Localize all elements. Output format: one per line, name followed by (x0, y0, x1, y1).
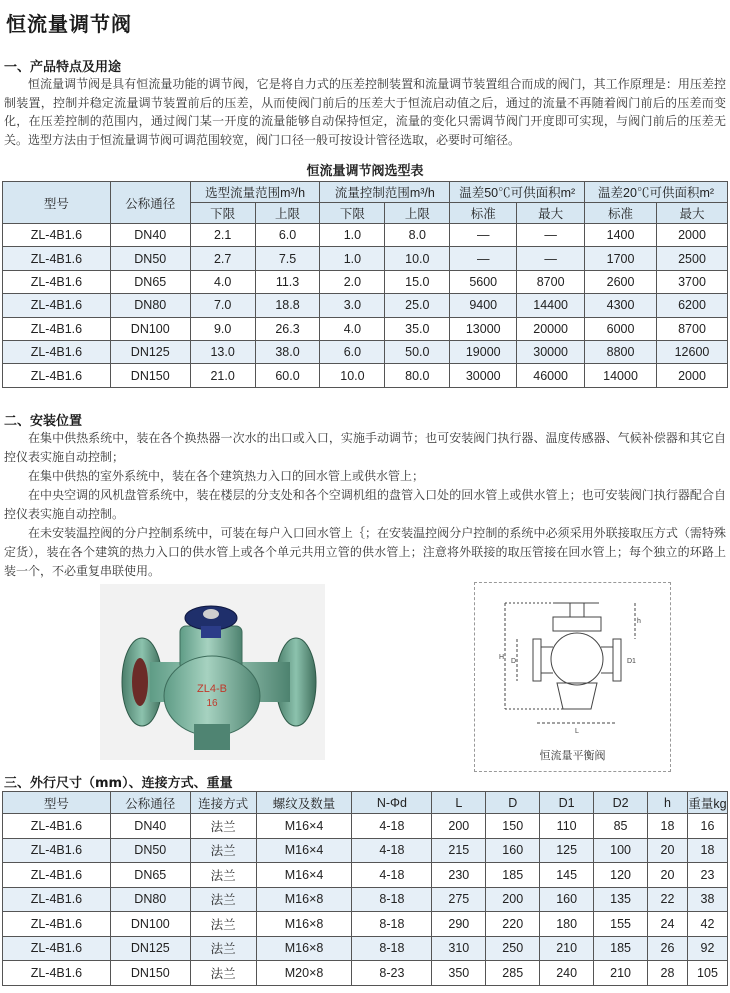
cell: DN125 (110, 936, 190, 961)
cell: 215 (432, 838, 486, 863)
section1-text: 恒流量调节阀是具有恒流量功能的调节阀，它是将自力式的压差控制装置和流量调节装置组合而成的阀门，其工作原理是：用压差控制装置，控制并稳定流量调节装置前后的压差，从而使阀门前后的压差大于恒流启动值之后，通过的流量不再随着阀门前后的压差而变化，在压差控制的范围内，通过阀门某一开度的流量能够自动保持恒定，流量的变化只需调节阀门开度即可实现，与阀门前后的压差无关。选型方法由于恒流量调节阀可调范围较宽，阀门口径一般可按设计管径选取，必要时可缩径。 (4, 77, 726, 147)
dim-l: L (575, 728, 579, 735)
cell: ZL-4B1.6 (3, 340, 111, 363)
cell: 6000 (585, 317, 657, 340)
cell: 35.0 (385, 317, 450, 340)
cell: 180 (540, 912, 594, 937)
valve-drawing-svg (475, 583, 670, 748)
cell: DN100 (110, 912, 190, 937)
cell: 8-18 (352, 912, 432, 937)
dim-h1: H (499, 654, 505, 661)
cell: ZL-4B1.6 (3, 838, 111, 863)
cell: 14400 (517, 294, 585, 317)
cell: 50.0 (385, 340, 450, 363)
cell: 24 (648, 912, 688, 937)
cell: 1.0 (320, 224, 385, 247)
table-row (3, 936, 728, 961)
cell: 210 (540, 936, 594, 961)
th: L (432, 792, 486, 814)
cell: 30000 (450, 364, 517, 387)
cell: 9.0 (190, 317, 255, 340)
cell: 200 (432, 814, 486, 839)
cell: ZL-4B1.6 (3, 887, 111, 912)
cell: 160 (486, 838, 540, 863)
cell: 350 (432, 961, 486, 986)
table1-caption: 恒流量调节阀选型表 (306, 164, 424, 179)
cell: M16×8 (256, 912, 352, 937)
cell: 185 (486, 863, 540, 888)
table-row (3, 270, 728, 293)
cell: 310 (432, 936, 486, 961)
cell: 25.0 (385, 294, 450, 317)
cell: 4300 (585, 294, 657, 317)
valve-drawing (474, 582, 671, 772)
table-row (3, 814, 728, 839)
cell: 110 (540, 814, 594, 839)
cell: 2600 (585, 270, 657, 293)
cell: 275 (432, 887, 486, 912)
cell: 7.5 (255, 247, 320, 270)
cell: 100 (594, 838, 648, 863)
valve-photo-illustration (100, 584, 325, 760)
cell: ZL-4B1.6 (3, 863, 111, 888)
cell: 8700 (517, 270, 585, 293)
cell: 4-18 (352, 838, 432, 863)
cell: M16×4 (256, 863, 352, 888)
cell: 185 (594, 936, 648, 961)
cell: ZL-4B1.6 (3, 270, 111, 293)
cell: ZL-4B1.6 (3, 814, 111, 839)
cell: 1700 (585, 247, 657, 270)
cell: 46000 (517, 364, 585, 387)
cell: 230 (432, 863, 486, 888)
cell: 法兰 (190, 814, 256, 839)
cell: 13.0 (190, 340, 255, 363)
cell: 8-23 (352, 961, 432, 986)
cell: 290 (432, 912, 486, 937)
cell: 15.0 (385, 270, 450, 293)
cell: 13000 (450, 317, 517, 340)
cell: 42 (687, 912, 727, 937)
cell: M16×4 (256, 814, 352, 839)
cell: ZL-4B1.6 (3, 364, 111, 387)
cell: 18 (648, 814, 688, 839)
table-row (3, 294, 728, 317)
dimension-table (2, 791, 728, 986)
cell: 5600 (450, 270, 517, 293)
cell: 250 (486, 936, 540, 961)
section2-p2: 在集中供热的室外系统中，装在各个建筑热力入口的回水管上或供水管上； (28, 469, 425, 483)
cell: 26 (648, 936, 688, 961)
dim-d: D (511, 658, 517, 665)
cell: 26.3 (255, 317, 320, 340)
photo-label: ZL4-B (197, 683, 227, 695)
section2-p1: 在集中供热系统中，装在各个换热器一次水的出口或入口，实施手动调节；也可安装阀门执行器、温度传感器、气候补偿器和其它自控仪表实施自动控制； (4, 431, 726, 464)
cell: — (517, 224, 585, 247)
section2-heading: 二、安装位置 (4, 414, 83, 429)
cell: M16×8 (256, 887, 352, 912)
cell: 38.0 (255, 340, 320, 363)
cell: 240 (540, 961, 594, 986)
cell: 1.0 (320, 247, 385, 270)
th-ctrl-range: 流量控制范围m³/h (320, 182, 450, 203)
cell: 22 (648, 887, 688, 912)
cell: 20 (648, 838, 688, 863)
cell: ZL-4B1.6 (3, 317, 111, 340)
th-flow-range: 选型流量范围m³/h (190, 182, 320, 203)
cell: 6.0 (255, 224, 320, 247)
cell: — (517, 247, 585, 270)
section2-text (4, 429, 726, 581)
cell: 200 (486, 887, 540, 912)
cell: DN100 (110, 317, 190, 340)
dim-h: h (637, 618, 641, 625)
table-row (3, 364, 728, 387)
photo-label-2: 16 (206, 698, 218, 709)
cell: 38 (687, 887, 727, 912)
cell: 80.0 (385, 364, 450, 387)
th-lower: 下限 (320, 203, 385, 224)
cell: — (450, 247, 517, 270)
th-standard: 标准 (585, 203, 657, 224)
cell: M20×8 (256, 961, 352, 986)
valve-photo (100, 584, 325, 760)
th: 连接方式 (190, 792, 256, 814)
cell: 20000 (517, 317, 585, 340)
cell: 85 (594, 814, 648, 839)
cell: DN65 (110, 863, 190, 888)
cell: 160 (540, 887, 594, 912)
cell: 10.0 (385, 247, 450, 270)
cell: 10.0 (320, 364, 385, 387)
cell: 4.0 (320, 317, 385, 340)
cell: 8700 (657, 317, 728, 340)
th: N-Φd (352, 792, 432, 814)
cell: 6.0 (320, 340, 385, 363)
cell: 3.0 (320, 294, 385, 317)
th: D (486, 792, 540, 814)
cell: — (450, 224, 517, 247)
cell: 23 (687, 863, 727, 888)
cell: 8.0 (385, 224, 450, 247)
cell: 120 (594, 863, 648, 888)
th: h (648, 792, 688, 814)
cell: 16 (687, 814, 727, 839)
cell: 18 (687, 838, 727, 863)
th: D1 (540, 792, 594, 814)
cell: ZL-4B1.6 (3, 294, 111, 317)
th: 型号 (3, 792, 111, 814)
cell: 7.0 (190, 294, 255, 317)
cell: 28 (648, 961, 688, 986)
cell: 8800 (585, 340, 657, 363)
table-row (3, 863, 728, 888)
section2-p4: 在未安装温控阀的分户控制系统中，可装在每户入口回水管上｛；在安装温控阀分户控制的系统中必须采用外联接取压方式（需特殊定货），装在各个建筑的热力入口的供水管上或各个单元共用立管的供水管上；注意将外联接的取压管接在回水管上；每个独立的环路上装一个，不必重复串联使用。 (4, 526, 726, 578)
th-area20: 温差20℃可供面积m² (585, 182, 728, 203)
cell: DN125 (110, 340, 190, 363)
table-row (3, 838, 728, 863)
cell: 法兰 (190, 887, 256, 912)
table-row (3, 912, 728, 937)
cell: 20 (648, 863, 688, 888)
cell: M16×4 (256, 838, 352, 863)
table-row (3, 961, 728, 986)
cell: DN150 (110, 961, 190, 986)
cell: 9400 (450, 294, 517, 317)
cell: DN150 (110, 364, 190, 387)
table-row (3, 247, 728, 270)
cell: 12600 (657, 340, 728, 363)
cell: ZL-4B1.6 (3, 936, 111, 961)
th-model: 型号 (3, 182, 111, 224)
section1-heading: 一、产品特点及用途 (4, 60, 122, 75)
cell: 3700 (657, 270, 728, 293)
th-standard: 标准 (450, 203, 517, 224)
th-nominal: 公称通径 (110, 182, 190, 224)
cell: 135 (594, 887, 648, 912)
cell: 2500 (657, 247, 728, 270)
th-area50: 温差50℃可供面积m² (450, 182, 585, 203)
cell: 105 (687, 961, 727, 986)
th-max: 最大 (517, 203, 585, 224)
cell: 18.8 (255, 294, 320, 317)
cell: 法兰 (190, 936, 256, 961)
table-row (3, 340, 728, 363)
cell: 145 (540, 863, 594, 888)
cell: ZL-4B1.6 (3, 247, 111, 270)
cell: 92 (687, 936, 727, 961)
th: D2 (594, 792, 648, 814)
cell: 1400 (585, 224, 657, 247)
cell: 150 (486, 814, 540, 839)
th: 螺纹及数量 (256, 792, 352, 814)
cell: DN50 (110, 838, 190, 863)
cell: 2.1 (190, 224, 255, 247)
th-max: 最大 (657, 203, 728, 224)
cell: 125 (540, 838, 594, 863)
cell: ZL-4B1.6 (3, 912, 111, 937)
section3-heading: 三、外行尺寸（mm）、连接方式、重量 (4, 776, 233, 791)
cell: DN40 (110, 814, 190, 839)
cell: 11.3 (255, 270, 320, 293)
drawing-caption: 恒流量平衡阀 (539, 749, 606, 762)
cell: ZL-4B1.6 (3, 224, 111, 247)
cell: 4-18 (352, 863, 432, 888)
cell: DN80 (110, 887, 190, 912)
cell: 155 (594, 912, 648, 937)
cell: 法兰 (190, 838, 256, 863)
cell: 60.0 (255, 364, 320, 387)
cell: DN40 (110, 224, 190, 247)
table-row (3, 317, 728, 340)
cell: 8-18 (352, 936, 432, 961)
cell: 220 (486, 912, 540, 937)
table-row (3, 224, 728, 247)
cell: 14000 (585, 364, 657, 387)
cell: 4-18 (352, 814, 432, 839)
th-upper: 上限 (255, 203, 320, 224)
cell: DN65 (110, 270, 190, 293)
cell: 法兰 (190, 863, 256, 888)
section2-p3: 在中央空调的风机盘管系统中，装在楼层的分支处和各个空调机组的盘管入口处的回水管上或供水管上；也可安装阀门执行器配合自控仪表实施自动控制。 (4, 488, 726, 521)
th: 重量kg (687, 792, 727, 814)
cell: 法兰 (190, 961, 256, 986)
cell: DN80 (110, 294, 190, 317)
cell: 8-18 (352, 887, 432, 912)
cell: 2000 (657, 224, 728, 247)
th-upper: 上限 (385, 203, 450, 224)
cell: 210 (594, 961, 648, 986)
th-lower: 下限 (190, 203, 255, 224)
th: 公称通径 (110, 792, 190, 814)
cell: 21.0 (190, 364, 255, 387)
cell: 2000 (657, 364, 728, 387)
cell: 6200 (657, 294, 728, 317)
cell: 2.7 (190, 247, 255, 270)
cell: ZL-4B1.6 (3, 961, 111, 986)
page-title: 恒流量调节阀 (6, 12, 132, 36)
table-row (3, 887, 728, 912)
dim-d1: D1 (627, 658, 636, 665)
cell: 30000 (517, 340, 585, 363)
cell: 19000 (450, 340, 517, 363)
cell: 285 (486, 961, 540, 986)
selection-table (2, 181, 728, 388)
cell: 4.0 (190, 270, 255, 293)
cell: DN50 (110, 247, 190, 270)
cell: 2.0 (320, 270, 385, 293)
cell: M16×8 (256, 936, 352, 961)
cell: 法兰 (190, 912, 256, 937)
